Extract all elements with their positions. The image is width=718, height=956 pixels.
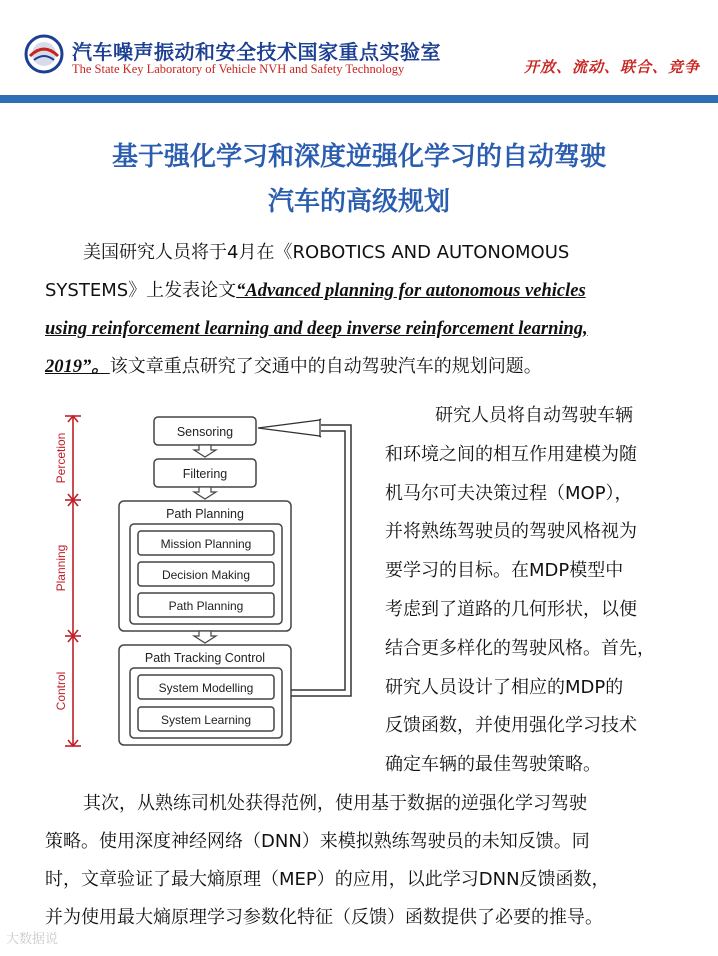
flow-arrow [194, 631, 216, 643]
paper-reference-part-2: using reinforcement learning and deep inverse reinforcement learning, [45, 319, 588, 339]
side-line-5: 要学习的目标。在MDP模型中 [385, 560, 624, 582]
path-planning-label: Path Planning [168, 599, 244, 613]
stage-label-control: Control [54, 671, 68, 711]
path-planning-group [119, 501, 291, 631]
intro-line-4 [45, 348, 673, 386]
lab-name-english: The State Key Laboratory of Vehicle NVH and Safety Technology [72, 62, 405, 76]
lab-name-chinese: 汽车噪声振动和安全技术国家重点实验室 [72, 40, 441, 64]
flow-arrow [194, 487, 216, 499]
second-paragraph [45, 785, 673, 937]
filtering-box [154, 459, 256, 487]
sensoring-box [154, 417, 256, 445]
stage-label-planning: Planning [54, 544, 68, 592]
feedback-arrow-head [258, 420, 320, 436]
side-line-6: 考虑到了道路的几何形状，以便 [385, 598, 637, 620]
header-divider [0, 95, 718, 103]
path-tracking-control-label: Path Tracking Control [144, 651, 266, 665]
intro-line-4-text: 该文章重点研究了交通中的自动驾驶汽车的规划问题。 [109, 356, 542, 377]
side-line-4: 并将熟练驾驶员的驾驶风格视为 [385, 521, 637, 543]
path-planning-group-label: Path Planning [166, 507, 244, 521]
intro-line-1: 美国研究人员将于4月在《ROBOTICS AND AUTONOMOUS [83, 242, 570, 263]
filtering-label: Filtering [182, 467, 228, 481]
intro-paragraph [45, 234, 673, 386]
side-line-3: 机马尔可夫决策过程（MOP）， [385, 482, 633, 504]
system-modelling-label: System Modelling [158, 681, 254, 695]
lab-slogan: 开放、流动、联合、竞争 [523, 58, 700, 76]
side-line-10: 确定车辆的最佳驾驶策略。 [385, 754, 601, 776]
paper-reference-part-1: “Advanced planning for autonomous vehicles [236, 281, 586, 301]
system-learning-label: System Learning [160, 713, 252, 727]
para2-line-2: 策略。使用深度神经网络（DNN）来模拟熟练驾驶员的未知反馈。同 [45, 831, 590, 852]
para2-line-4: 并为使用最大熵原理学习参数化特征（反馈）函数提供了必要的推导。 [45, 907, 603, 928]
lab-emblem-icon [24, 34, 64, 74]
side-line-7: 结合更多样化的驾驶风格。首先， [385, 637, 655, 659]
stage-label-perception: Percetion [54, 432, 68, 484]
intro-line-2-text: SYSTEMS》上发表论文 [45, 280, 237, 301]
para2-line-3: 时，文章验证了最大熵原理（MEP）的应用，以此学习DNN反馈函数， [45, 869, 610, 890]
paper-reference-part-3: 2019”。 [45, 357, 110, 377]
page-header [0, 0, 718, 100]
side-line-8: 研究人员设计了相应的MDP的 [385, 676, 624, 698]
article-title-line-1: 基于强化学习和深度逆强化学习的自动驾驶 [111, 142, 606, 172]
path-tracking-control-group [119, 645, 291, 745]
intro-line-2 [45, 272, 673, 310]
article-title-line-2: 汽车的高级规划 [267, 187, 450, 217]
architecture-diagram [46, 400, 376, 760]
flow-arrow [194, 445, 216, 457]
side-line-2: 和环境之间的相互作用建模为随 [385, 443, 637, 465]
side-line-9: 反馈函数，并使用强化学习技术 [385, 715, 637, 737]
mission-planning-label: Mission Planning [160, 537, 252, 551]
para2-line-1: 其次，从熟练司机处获得范例，使用基于数据的逆强化学习驾驶 [83, 793, 587, 814]
watermark: 大数据说 [6, 932, 59, 947]
side-line-1: 研究人员将自动驾驶车辆 [435, 405, 633, 426]
decision-making-label: Decision Making [161, 568, 251, 582]
intro-line-3 [45, 310, 673, 348]
sensoring-label: Sensoring [176, 425, 234, 439]
side-paragraph [385, 397, 685, 785]
